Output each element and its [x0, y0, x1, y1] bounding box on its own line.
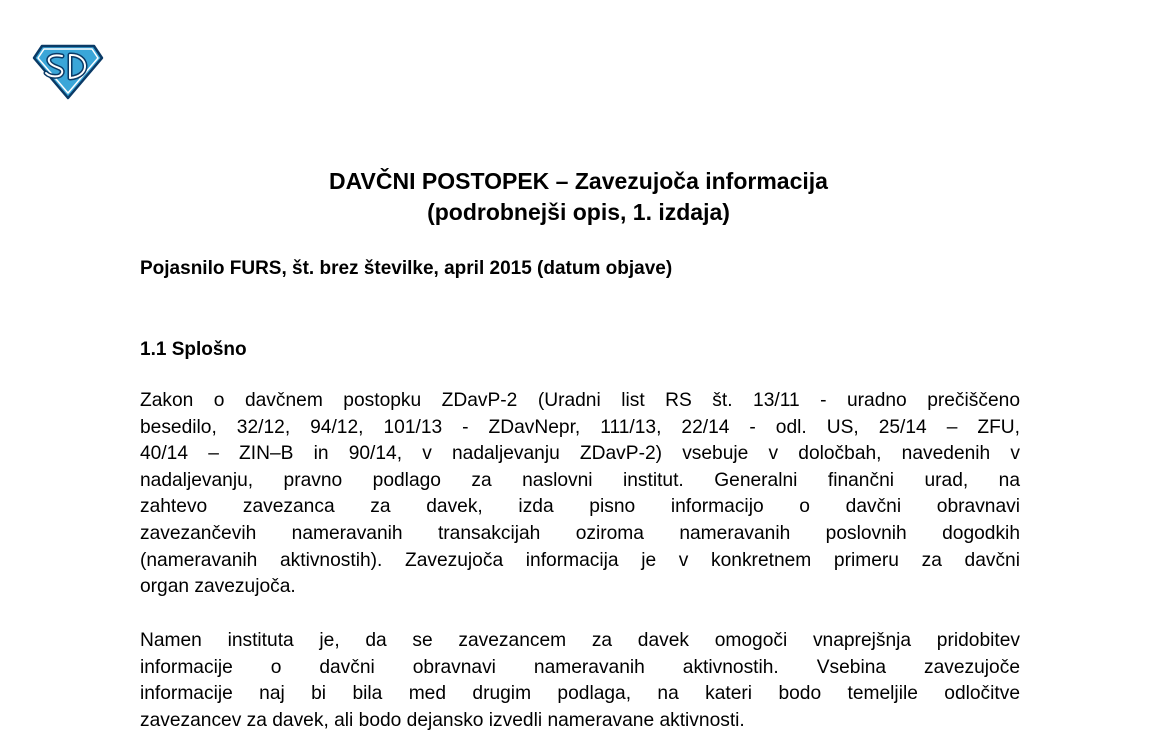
paragraph-line: zavezancev za davek, ali bodo dejansko izvedli nameravane aktivnosti.: [140, 709, 745, 731]
paragraph-line: Namen instituta je, da se zavezancem za davek omogoči vnaprejšnja pridobitev: [140, 630, 1020, 651]
paragraph-line: Zakon o davčnem postopku ZDavP-2 (Uradni list RS št. 13/11 - uradno prečiščeno: [140, 390, 1020, 411]
paragraph-2: [140, 628, 1020, 734]
paragraph-line: zahtevo zavezanca za davek, izda pisno informacijo o davčni obravnavi: [140, 496, 1020, 518]
paragraph-line: (nameravanih aktivnostih). Zavezujoča informacija je v konkretnem primeru za davčni: [140, 549, 1020, 571]
paragraph-line: besedilo, 32/12, 94/12, 101/13 - ZDavNepr, 111/13, 22/14 - odl. US, 25/14 – ZFU,: [140, 416, 1020, 438]
paragraph-line: zavezančevih nameravanih transakcijah oziroma nameravanih poslovnih dogodkih: [140, 522, 1020, 544]
sd-logo-icon: [32, 40, 104, 100]
document-title-line-1: DAVČNI POSTOPEK – Zavezujoča informacija: [329, 168, 828, 194]
paragraph-line: 40/14 – ZIN–B in 90/14, v nadaljevanju ZDavP-2) vsebuje v določbah, navedenih v: [140, 443, 1020, 465]
paragraph-line: informacije naj bi bila med drugim podlaga, na kateri bodo temeljile odločitve: [140, 683, 1020, 705]
paragraph-1: [140, 388, 1020, 601]
document-subtitle: Pojasnilo FURS, št. brez številke, april 2015 (datum objave): [140, 258, 673, 279]
section-heading: 1.1 Splošno: [140, 339, 247, 360]
document-title-line-2: (podrobnejši opis, 1. izdaja): [427, 199, 730, 225]
paragraph-line: organ zavezujoča.: [140, 576, 296, 598]
paragraph-line: informacije o davčni obravnavi nameravanih aktivnostih. Vsebina zavezujoče: [140, 656, 1020, 678]
sd-logo: [32, 40, 104, 100]
paragraph-line: nadaljevanju, pravno podlago za naslovni institut. Generalni finančni urad, na: [140, 469, 1020, 491]
